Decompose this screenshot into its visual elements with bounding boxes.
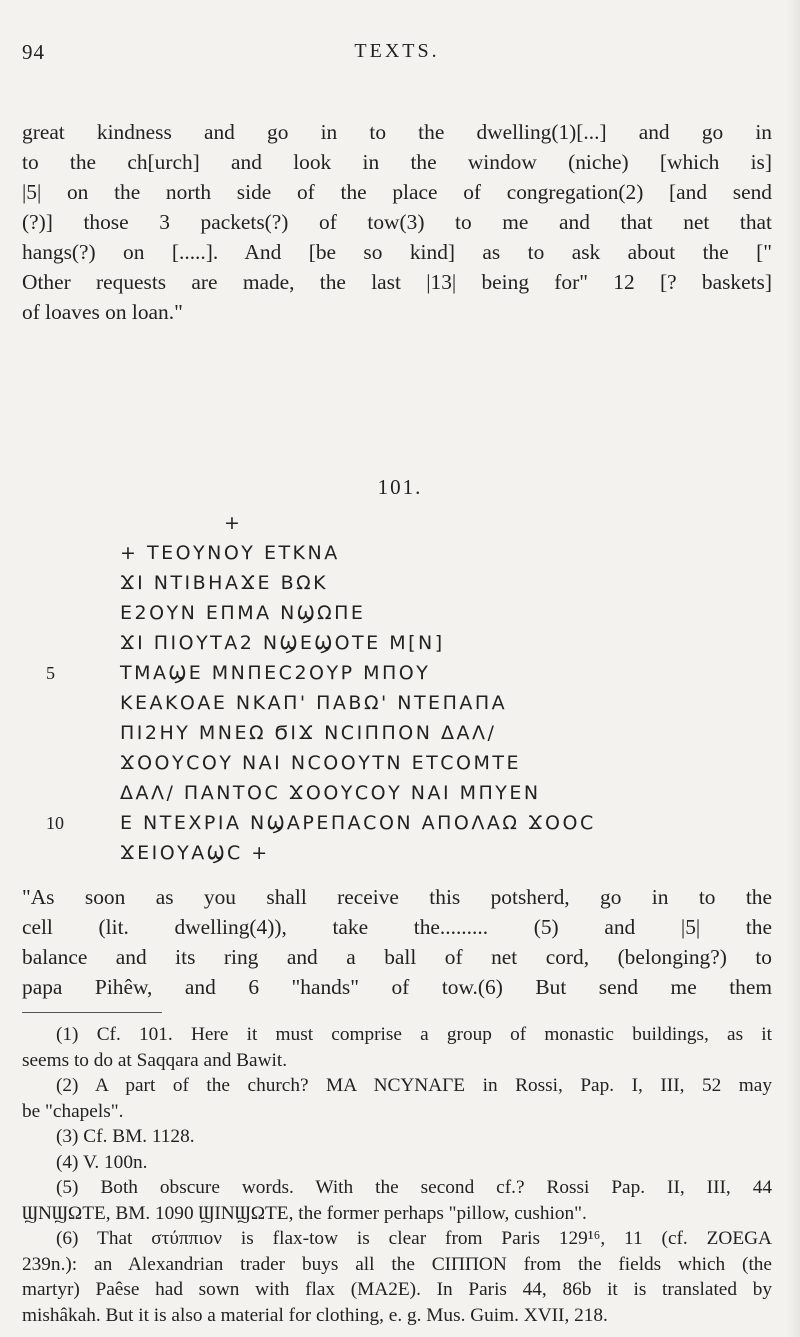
footnote-line: (6) That στύππιον is flax-tow is clear from Paris 129¹⁶, 11 (cf. ZOEGA <box>56 1228 772 1249</box>
footnote-line: mishâkah. But it is also a material for clothing, e. g. Mus. Guim. XVII, 218. <box>22 1304 608 1326</box>
footnote-line: (2) A part of the church? ΜΑ ΝϹΥΝΑΓΕ in Rossi, Pap. I, III, 52 may <box>56 1075 772 1096</box>
page-header <box>22 40 772 70</box>
text-line: |5| on the north side of the place of congregation(2) [and send <box>22 180 772 204</box>
coptic-line-text: ϪΙ ΝΤΙΒΗΑϪΕ ΒΩΚ <box>120 572 329 594</box>
text-line: papa Pihêw, and 6 "hands" of tow.(6) But send me them <box>22 975 772 999</box>
coptic-line-text: + ΤΕΟΥΝΟΥ ΕΤΚΝΑ <box>120 542 340 564</box>
section-number: 101. <box>377 475 423 499</box>
footnote-line: 239n.): an Alexandrian trader buys all the ϹΙΠΠΟΝ from the fields which (the <box>22 1253 772 1275</box>
footnote-line: seems to do at Saqqara and Bawit. <box>22 1049 288 1071</box>
translation-paragraph <box>22 882 772 1002</box>
footnote-rule <box>22 1012 162 1013</box>
footnote <box>22 1124 772 1150</box>
coptic-line-text: ϪΟΟΥϹΟΥ ΝΑΙ ΝϹΟΟΥΤΝ ΕΤϹΟΜΤΕ <box>120 752 522 774</box>
text-line: of loaves on loan." <box>22 300 183 324</box>
text-line: "As soon as you shall receive this potsherd, go in to the <box>22 885 772 909</box>
coptic-line <box>0 839 800 867</box>
coptic-line <box>0 809 800 837</box>
footnote-line: (5) Both obscure words. With the second cf.? Rossi Pap. II, III, 44 <box>56 1177 772 1198</box>
text-line: (?)] those 3 packets(?) of tow(3) to me and that net that <box>22 210 772 234</box>
coptic-line <box>0 509 800 537</box>
intro-paragraph <box>22 117 772 327</box>
footnote-line: be "chapels". <box>22 1100 124 1122</box>
coptic-line <box>0 659 800 687</box>
coptic-line-text: + <box>224 512 243 534</box>
footnote-line: ϢΝϢΩΤΕ, BM. 1090 ϢΙΝϢΩΤΕ, the former perhaps "pillow, cushion". <box>22 1202 587 1224</box>
footnote-line: (1) Cf. 101. Here it must comprise a group of monastic buildings, as it <box>56 1024 772 1045</box>
running-head: TEXTS. <box>354 40 440 62</box>
line-number: 5 <box>46 663 55 683</box>
footnote <box>22 1150 772 1176</box>
text-line: to the ch[urch] and look in the window (niche) [which is] <box>22 150 772 174</box>
coptic-line-text: Ε2ΟΥΝ ΕΠΜΑ ΝϢΩΠΕ <box>120 602 366 624</box>
text-line: cell (lit. dwelling(4)), take the......... (5) and |5| the <box>22 915 772 939</box>
footnotes <box>22 1022 772 1328</box>
coptic-line <box>0 779 800 807</box>
coptic-line <box>0 599 800 627</box>
coptic-line-text: ΤΜΑϢΕ ΜΝΠΕϹ2ΟΥΡ ΜΠΟΥ <box>120 662 431 684</box>
footnote-line: (3) Cf. BM. 1128. <box>56 1126 195 1147</box>
page-edge-shadow <box>788 0 800 1337</box>
coptic-line <box>0 749 800 777</box>
text-line: great kindness and go in to the dwelling(1)[...] and go in <box>22 120 772 144</box>
footnote-line: martyr) Paêse had sown with flax (ΜΑ2Ε). In Paris 44, 86b it is translated by <box>22 1279 772 1300</box>
coptic-line <box>0 719 800 747</box>
footnote <box>22 1226 772 1328</box>
text-line: balance and its ring and a ball of net cord, (belonging?) to <box>22 945 772 969</box>
coptic-line <box>0 629 800 657</box>
line-number: 10 <box>46 813 64 833</box>
coptic-line-text: ΔΑΛ/ ΠΑΝΤΟϹ ϪΟΟΥϹΟΥ ΝΑΙ ΜΠΥΕΝ <box>120 782 541 804</box>
coptic-line-text: ΚΕΑΚΟΑΕ ΝΚΑΠ' ΠΑΒΩ' ΝΤΕΠΑΠΑ <box>120 692 508 714</box>
footnote <box>22 1073 772 1124</box>
footnote-line: (4) V. 100n. <box>56 1151 148 1173</box>
coptic-line-text: ϪΕΙΟΥΑϢϹ + <box>120 842 270 864</box>
footnote <box>22 1175 772 1226</box>
text-line: hangs(?) on [.....]. And [be so kind] as to ask about the [" <box>22 240 772 264</box>
coptic-line <box>0 569 800 597</box>
coptic-line-text: ϪΙ ΠΙΟΥΤΑ2 ΝϢΕϢΟΤΕ Μ[Ν] <box>120 632 445 654</box>
footnote <box>22 1022 772 1073</box>
text-line: Other requests are made, the last |13| being for" 12 [? baskets] <box>22 270 772 294</box>
coptic-line-text: ΠΙ2ΗΥ ΜΝΕΩ ϬΙϪ ΝϹΙΠΠΟΝ ΔΑΛ/ <box>120 722 497 744</box>
coptic-line <box>0 689 800 717</box>
coptic-line <box>0 539 800 567</box>
page-number: 94 <box>22 40 45 64</box>
coptic-line-text: Ε ΝΤΕΧΡΙΑ ΝϢΑΡΕΠΑϹΟΝ ΑΠΟΛΑΩ ϪΟΟϹ <box>120 812 596 834</box>
